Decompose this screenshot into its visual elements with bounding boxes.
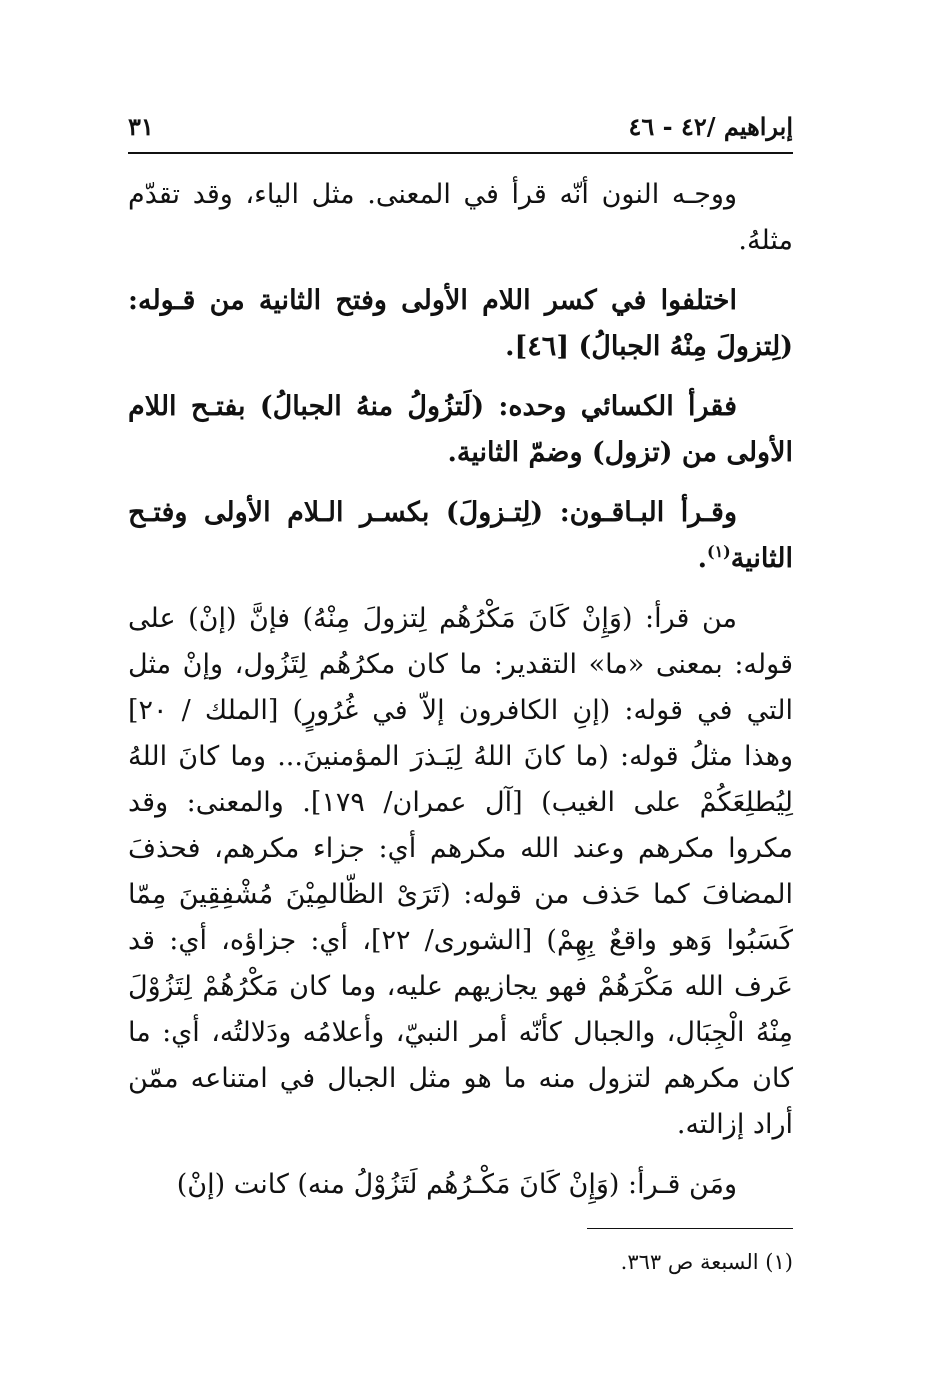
paragraph-text: وقـرأ البـاقـون: (لِتـزولَ) بكسـر الـلام الأولى وفتـح الثانية [128, 497, 793, 574]
running-header [128, 108, 793, 154]
footnote [128, 1246, 793, 1278]
paragraph-text: ووجـه النون أنّه قرأ في المعنى. مثل الياء، وقد تقدّم مثلهُ. [128, 179, 793, 256]
chapter-verse-reference: إبراهيم /٤٢ - ٤٦ [628, 112, 793, 141]
footnote-marker: (١) [707, 542, 731, 561]
paragraph-text: من قرأ: (وَإِنْ كَانَ مَكْرُهُم لِتزولَ مِنْهُ) فإنَّ (إنْ) على قوله: بمعنى «ما» التقدير: ما كان مكرُهُم لِتَزُول، وإنْ مثل التي في قوله: (إنِ الكافرون إلاّ في غُرُورٍ) [الملك / ٢٠] وهذا مثلُ قوله: (ما كانَ اللهُ لِيَـذرَ المؤمنينَ... وما كانَ اللهُ لِيُطلِعَكُمْ على الغيب) [آل عمران/ ١٧٩]. والمعنى: وقد مكروا مكرهم وعند الله مكرهم أي: جزاء مكرهم، فحذفَ المضافَ كما حَذف من قوله: (تَرَىْ الظّالمِيْنَ مُشْفِقِينَ مِمّا كَسَبُوا وَهو واقعٌ بِهِمْ) [الشورى/ ٢٢]، أي: جزاؤه، أي: قد عَرف الله مَكْرَهُمْ فهو يجازيهم عليه، وما كان مَكْرُهُمْ لِتَزُوْلَ مِنْهُ الْجِبَال، والجبال كأنّه أمر النبيّ، وأعلامُه ودَلالتُه، أي: ما كان مكرهم لتزول منه ما هو مثل الجبال في امتناعه ممّن أراد إزالته. [128, 603, 793, 1140]
paragraph-text-end: . [697, 543, 707, 574]
paragraph-continuation [128, 1162, 793, 1208]
paragraph-reading-explanation [128, 172, 793, 264]
paragraph-others-reading [128, 490, 793, 582]
paragraph-text: اختلفوا في كسر اللام الأولى وفتح الثانية من قـوله: (لِتزولَ مِنْهُ الجبالُ) [٤٦]. [128, 285, 793, 362]
body-text [128, 172, 793, 1222]
page-number: ٣١ [128, 112, 154, 141]
paragraph-kisai-reading [128, 384, 793, 476]
paragraph-disagreement-heading [128, 278, 793, 370]
paragraph-commentary [128, 596, 793, 1148]
footnote-text: (١) السبعة ص ٣٦٣. [620, 1250, 793, 1274]
footnote-divider [587, 1228, 793, 1229]
paragraph-text: فقرأ الكسائي وحده: (لَتزُولُ منهُ الجبالُ) بفتـح اللام الأولى من (تزول) وضمّ الثانية. [128, 391, 793, 468]
paragraph-text: ومَن قـرأ: (وَإِنْ كَانَ مَكْـرُهُم لَتَزُوْلُ منه) كانت (إنْ) [176, 1169, 737, 1200]
